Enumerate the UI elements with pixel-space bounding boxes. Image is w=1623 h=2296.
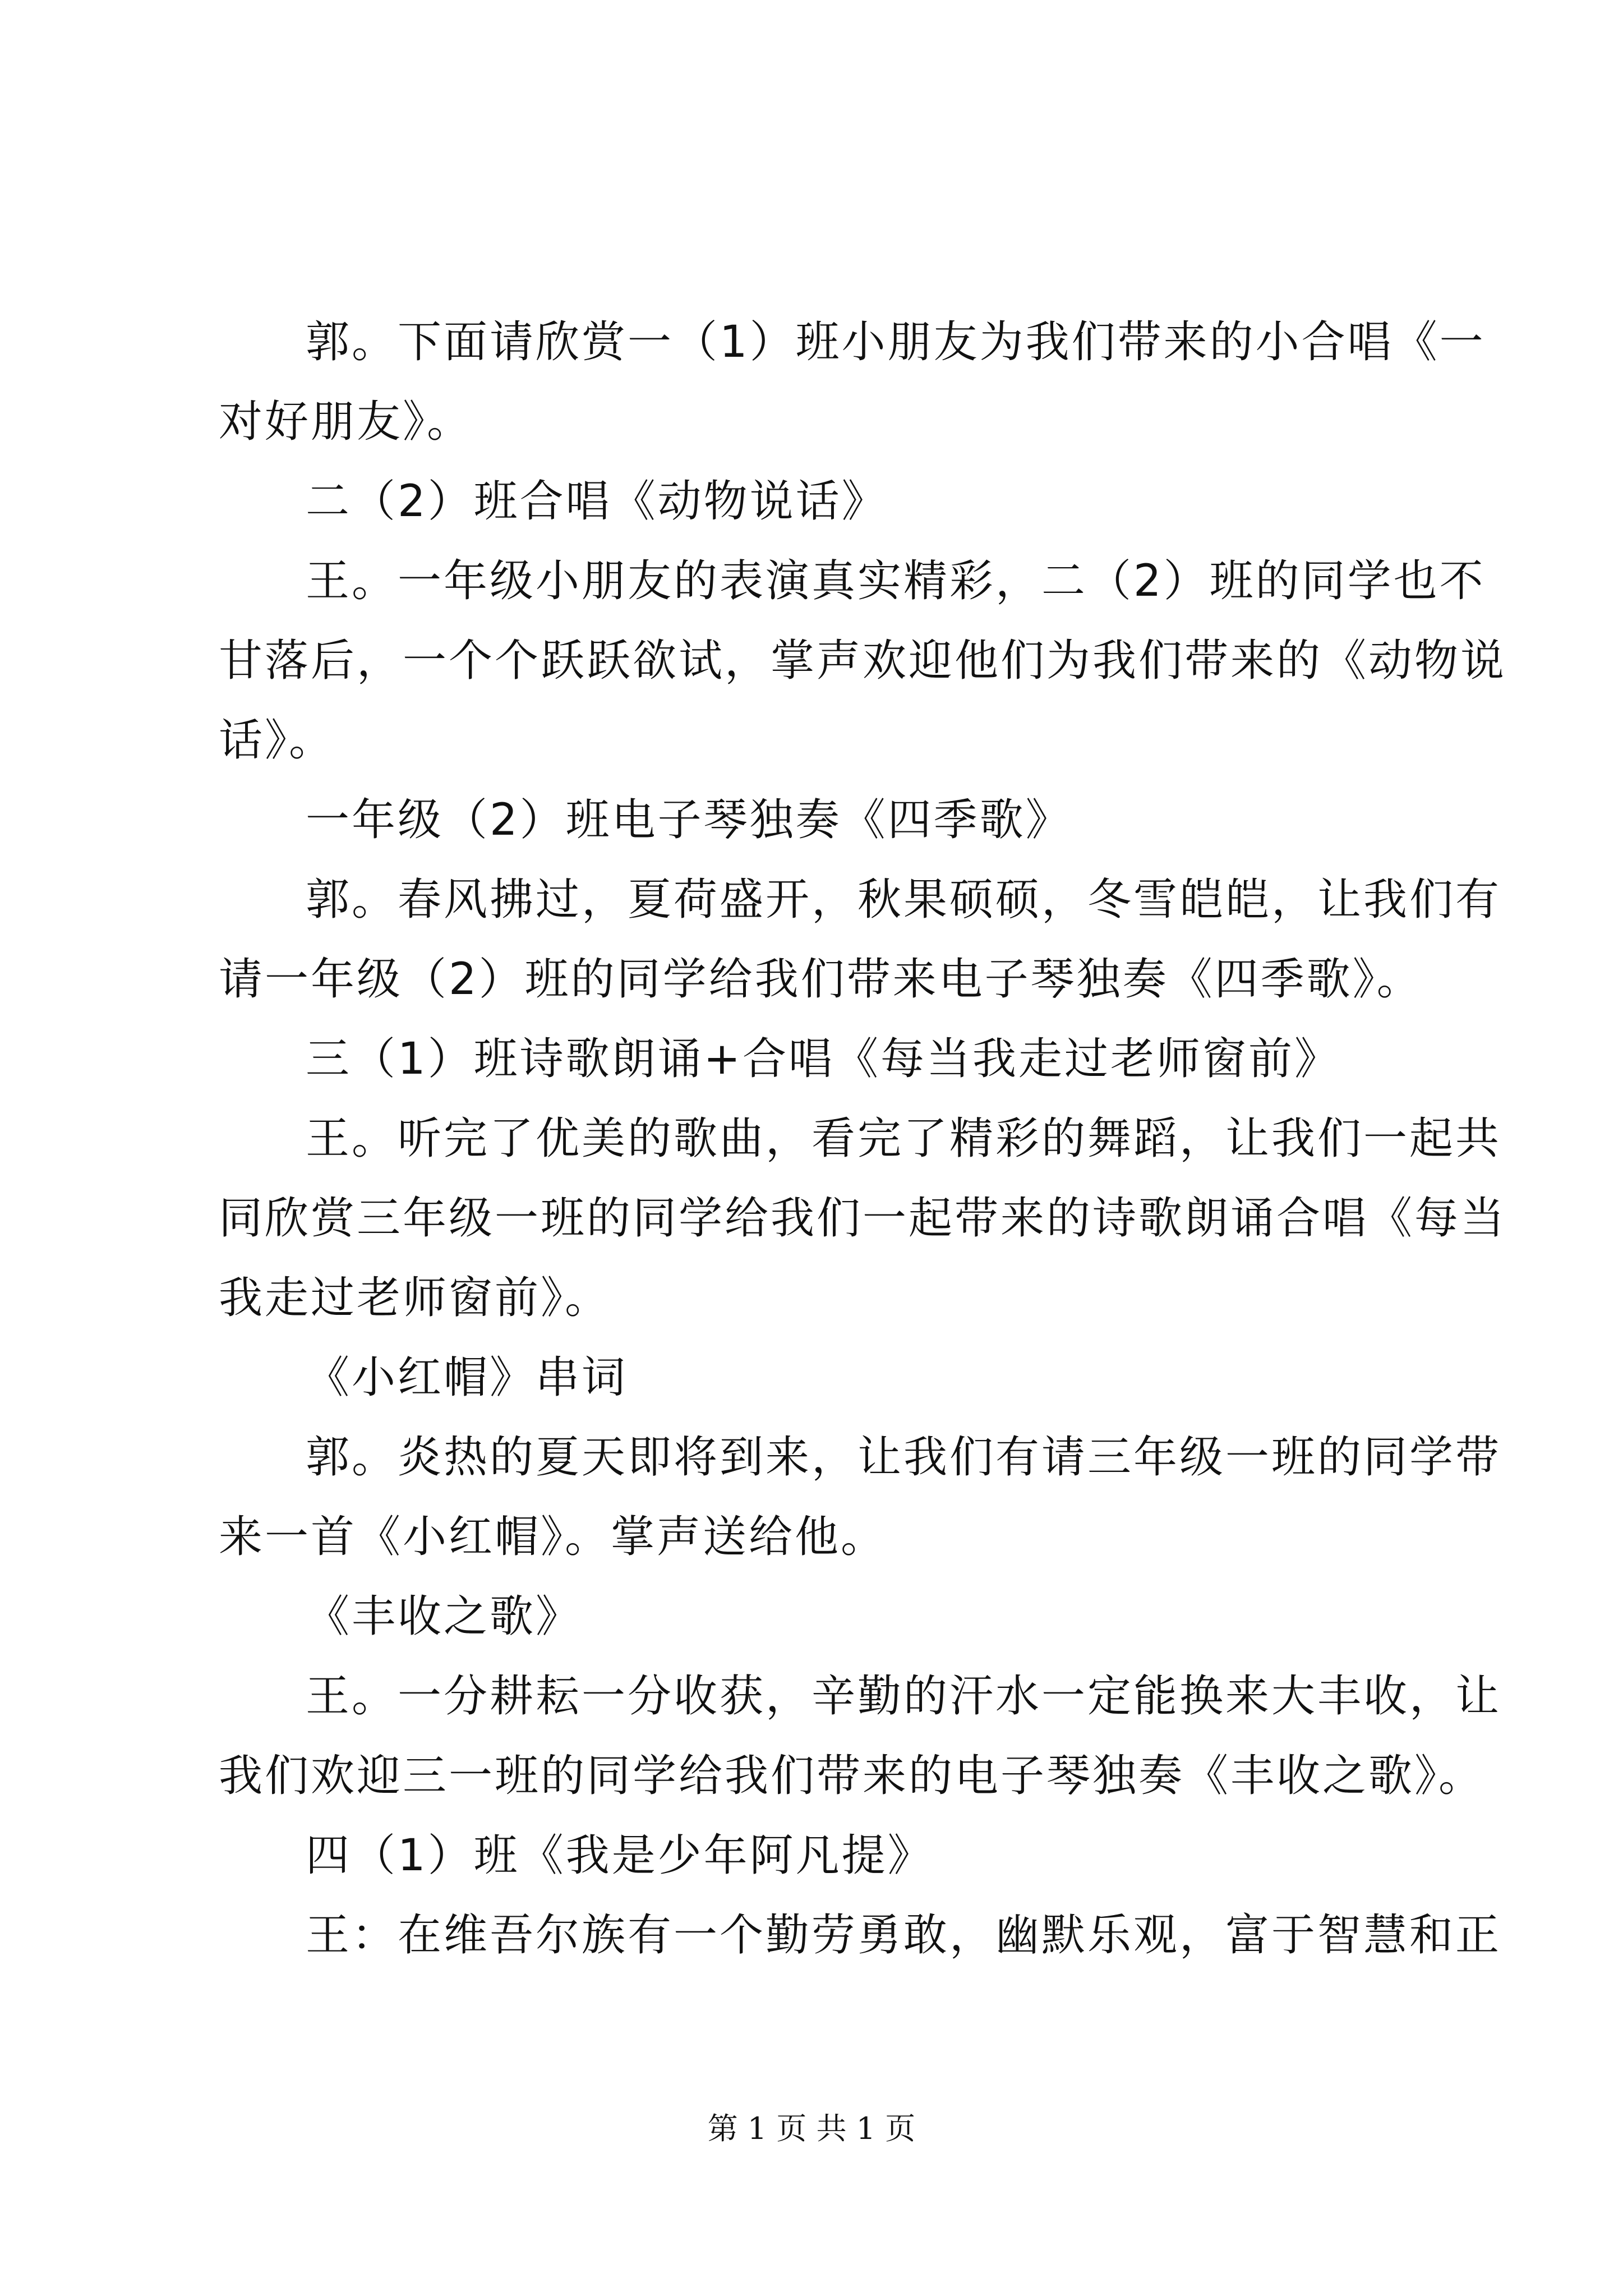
text-line: 四（1）班《我是少年阿凡提》: [306, 1830, 934, 1881]
text-line: 我们欢迎三一班的同学给我们带来的电子琴独奏《丰收之歌》。: [219, 1751, 1485, 1801]
text-line: 王。听完了优美的歌曲，看完了精彩的舞蹈，让我们一起共: [306, 1114, 1502, 1164]
page-footer: 第 1 页 共 1 页: [707, 2111, 916, 2146]
text-line: 我走过老师窗前》。: [219, 1273, 611, 1323]
text-line: 郭。下面请欣赏一（1）班小朋友为我们带来的小合唱《一: [306, 317, 1486, 367]
text-line: 郭。炎热的夏天即将到来，让我们有请三年级一班的同学带: [306, 1432, 1502, 1483]
text-line: 郭。春风拂过，夏荷盛开，秋果硕硕，冬雪皑皑，让我们有: [306, 875, 1502, 925]
text-line: 《丰收之歌》: [306, 1591, 582, 1642]
text-line: 一年级（2）班电子琴独奏《四季歌》: [306, 795, 1072, 845]
text-line: 王：在维吾尔族有一个勤劳勇敢，幽默乐观，富于智慧和正: [306, 1910, 1502, 1961]
text-line: 王。一年级小朋友的表演真实精彩，二（2）班的同学也不: [306, 556, 1486, 606]
text-line: 三（1）班诗歌朗诵+合唱《每当我走过老师窗前》: [306, 1034, 1340, 1084]
text-line: 同欣赏三年级一班的同学给我们一起带来的诗歌朗诵合唱《每当: [219, 1193, 1507, 1244]
text-line: 对好朋友》。: [219, 397, 473, 447]
text-line: 话》。: [219, 715, 335, 766]
text-line: 《小红帽》串词: [306, 1352, 628, 1403]
text-line: 请一年级（2）班的同学给我们带来电子琴独奏《四季歌》。: [219, 954, 1423, 1005]
text-line: 王。一分耕耘一分收获，辛勤的汗水一定能换来大丰收，让: [306, 1671, 1502, 1722]
text-line: 二（2）班合唱《动物说话》: [306, 476, 888, 527]
text-line: 来一首《小红帽》。掌声送给他。: [219, 1512, 887, 1562]
text-line: 甘落后，一个个跃跃欲试，掌声欢迎他们为我们带来的《动物说: [219, 636, 1507, 686]
